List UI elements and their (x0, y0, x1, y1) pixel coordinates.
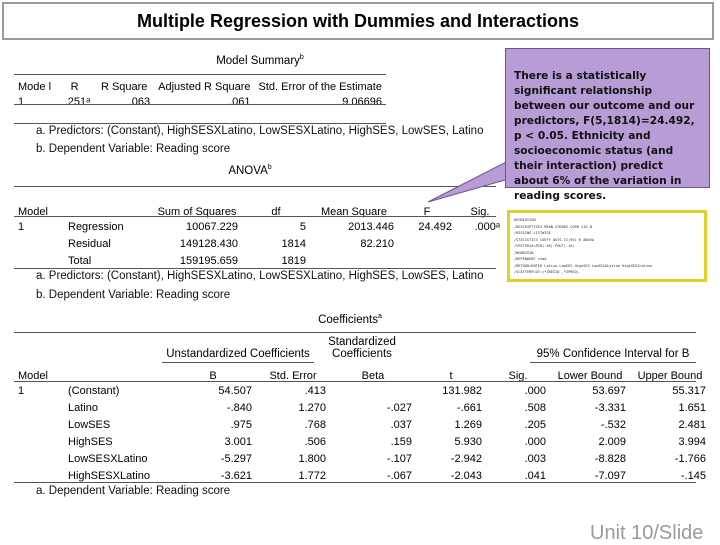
cell: -.145 (680, 469, 706, 482)
callout-box: There is a statistically significant relationship between our outcome and our predictors, F(5,1814)=24.492, p < 0.05. Ethnicity and socioeconomic status (and their interaction) predict about 6% of the variation in reading scores. (505, 48, 710, 188)
cell: 131.982 (442, 384, 482, 397)
rule (14, 216, 496, 217)
col-header: Sig. (470, 206, 490, 218)
table-header-row (14, 190, 504, 218)
anova-table (14, 190, 504, 269)
col-header: R Square (100, 81, 148, 93)
cell: -.840 (226, 401, 252, 414)
cell: 5.930 (454, 435, 482, 448)
col-header (64, 190, 152, 218)
cell: .000ᵃ (474, 220, 500, 233)
group-header-ci: 95% Confidence Interval for B (536, 348, 690, 360)
syntax-line: /CRITERIA=PIN(.05) POUT(.10) (514, 244, 575, 248)
cell: LowSESXLatino (68, 452, 148, 465)
table-row (14, 399, 710, 416)
cell: 3.001 (224, 435, 252, 448)
cell: .037 (390, 418, 412, 431)
cell (456, 235, 504, 252)
cell: .413 (304, 384, 326, 397)
cell (14, 450, 64, 467)
cell (14, 433, 64, 450)
cell: Total (68, 254, 92, 267)
syntax-line: /MISSING LISTWISE (514, 231, 551, 235)
rule (162, 362, 314, 363)
cell: .041 (524, 469, 546, 482)
cell: .159 (390, 435, 412, 448)
rule (14, 74, 386, 75)
table-row (14, 235, 504, 252)
syntax-line: /DESCRIPTIVES MEAN STDDEV CORR SIG N (514, 224, 592, 229)
cell (310, 252, 398, 269)
anova-note-a: a. Predictors: (Constant), HighSESXLatino, LowSESXLatino, HighSES, LowSES, Latino (36, 270, 484, 282)
cell (14, 252, 64, 269)
syntax-line: /DEPENDENT read (514, 257, 547, 261)
col-header: Beta (361, 370, 385, 382)
table-row (14, 433, 710, 450)
col-header: Mode l (18, 81, 52, 93)
cell: 54.507 (218, 384, 252, 397)
col-header: df (271, 206, 281, 218)
coefficients-table (14, 365, 710, 484)
rule (14, 482, 696, 483)
cell (398, 235, 456, 252)
rule (14, 268, 496, 269)
table-row (14, 93, 386, 110)
cell: 1 (18, 384, 25, 397)
cell: LowSES (68, 418, 111, 431)
cell: -.661 (456, 401, 482, 414)
col-header: R (70, 81, 79, 93)
col-header: t (449, 370, 453, 382)
cell: Residual (68, 237, 111, 250)
col-header: Std. Error of the Estimate (258, 81, 382, 93)
rule (530, 362, 696, 363)
cell: -2.942 (450, 452, 482, 465)
cell: 1 (18, 95, 25, 108)
coefficients-note: a. Dependent Variable: Reading score (36, 485, 231, 497)
rule (14, 186, 496, 187)
cell: -8.828 (594, 452, 626, 465)
cell: 1814 (281, 237, 306, 250)
col-header: Sum of Squares (157, 206, 237, 218)
cell: 3.994 (678, 435, 706, 448)
cell (330, 382, 416, 399)
col-header: Std. Error (269, 370, 317, 382)
cell: -2.043 (450, 469, 482, 482)
cell: -.067 (386, 469, 412, 482)
slide-footer: Unit 10/Slide (590, 522, 704, 544)
col-header: Model (18, 206, 48, 218)
table-row (14, 450, 710, 467)
cell: -1.766 (674, 452, 706, 465)
cell: .506 (304, 435, 326, 448)
cell: .508 (524, 401, 546, 414)
col-header: Mean Square (320, 206, 388, 218)
cell: -3.621 (220, 469, 252, 482)
col-header: Upper Bound (637, 370, 703, 382)
col-header: B (209, 370, 217, 382)
cell: 1 (18, 220, 25, 233)
group-header-std: Standardized Coefficients (328, 336, 396, 360)
cell: 9.06696 (342, 95, 382, 108)
cell: .003 (524, 452, 546, 465)
cell: 2.009 (598, 435, 626, 448)
group-header-unstd: Unstandardized Coefficients (166, 348, 310, 360)
cell (14, 235, 64, 252)
cell: HighSESXLatino (68, 469, 150, 482)
cell: HighSES (68, 435, 113, 448)
table-row (14, 382, 710, 399)
cell: .975 (230, 418, 252, 431)
table-row (14, 218, 504, 235)
cell: 82.210 (360, 237, 394, 250)
cell: .000 (524, 384, 546, 397)
cell: -7.097 (594, 469, 626, 482)
col-header: F (423, 206, 431, 218)
cell: Regression (68, 220, 124, 233)
table-header-row (14, 365, 710, 382)
model-summary-title: Model Summary$^b$ (216, 54, 304, 67)
cell: .205 (524, 418, 546, 431)
coefficients-title: Coefficients$^a$ (318, 313, 382, 326)
cell: 2013.446 (348, 220, 394, 233)
cell: -3.331 (594, 401, 626, 414)
cell: 1.651 (678, 401, 706, 414)
cell: 1.270 (298, 401, 326, 414)
cell: (Constant) (68, 384, 120, 397)
cell: 149128.430 (179, 237, 238, 250)
cell: -5.297 (220, 452, 252, 465)
cell (14, 399, 64, 416)
cell: Latino (68, 401, 98, 414)
syntax-line: REGRESSION (514, 218, 536, 222)
cell: 55.317 (672, 384, 706, 397)
cell: 5 (299, 220, 306, 233)
model-summary-note-a: a. Predictors: (Constant), HighSESXLatino, LowSESXLatino, HighSES, LowSES, Latino (36, 125, 484, 137)
table-header-row (14, 76, 386, 93)
cell: 53.697 (592, 384, 626, 397)
cell: 1819 (281, 254, 306, 267)
rule (14, 381, 696, 382)
cell (456, 252, 504, 269)
syntax-box (507, 210, 707, 282)
cell: -.107 (386, 452, 412, 465)
cell: .768 (304, 418, 326, 431)
rule (14, 104, 386, 105)
cell: -.027 (386, 401, 412, 414)
syntax-line: /NOORIGIN (514, 250, 534, 255)
table-row (14, 252, 504, 269)
rule (14, 123, 386, 124)
model-summary-note-b: b. Dependent Variable: Reading score (36, 143, 231, 155)
syntax-line: /SCATTERPLOT=(*ZRESID ,*ZPRED). (514, 270, 582, 274)
syntax-line: /STATISTICS COEFF OUTS CI(95) R ANOVA (514, 237, 595, 242)
cell: -.532 (600, 418, 626, 431)
anova-note-b: b. Dependent Variable: Reading score (36, 289, 231, 301)
table-row (14, 416, 710, 433)
anova-title: ANOVA$^b$ (228, 164, 272, 177)
col-header: Adjusted R Square (158, 81, 251, 93)
cell: .063 (128, 95, 151, 108)
col-header (64, 365, 170, 382)
cell: 159195.659 (179, 254, 238, 267)
cell (14, 416, 64, 433)
slide-title: Multiple Regression with Dummies and Interactions (2, 2, 714, 40)
col-header: Model (18, 370, 48, 382)
cell: 24.492 (418, 220, 452, 233)
syntax-line: /METHOD=ENTER Latino LowSES HighSES LowSESXLatino HighSESXLatino (514, 263, 653, 268)
cell: 1.800 (298, 452, 326, 465)
cell: .251ᵃ (64, 95, 91, 108)
col-header: Sig. (508, 370, 528, 382)
rule (14, 332, 696, 333)
cell (398, 252, 456, 269)
cell: 2.481 (678, 418, 706, 431)
col-header: Lower Bound (557, 370, 623, 382)
cell: 1.269 (454, 418, 482, 431)
cell: 1.772 (298, 469, 326, 482)
cell: 10067.229 (186, 220, 238, 233)
cell: .061 (229, 95, 251, 108)
cell: .000 (524, 435, 546, 448)
